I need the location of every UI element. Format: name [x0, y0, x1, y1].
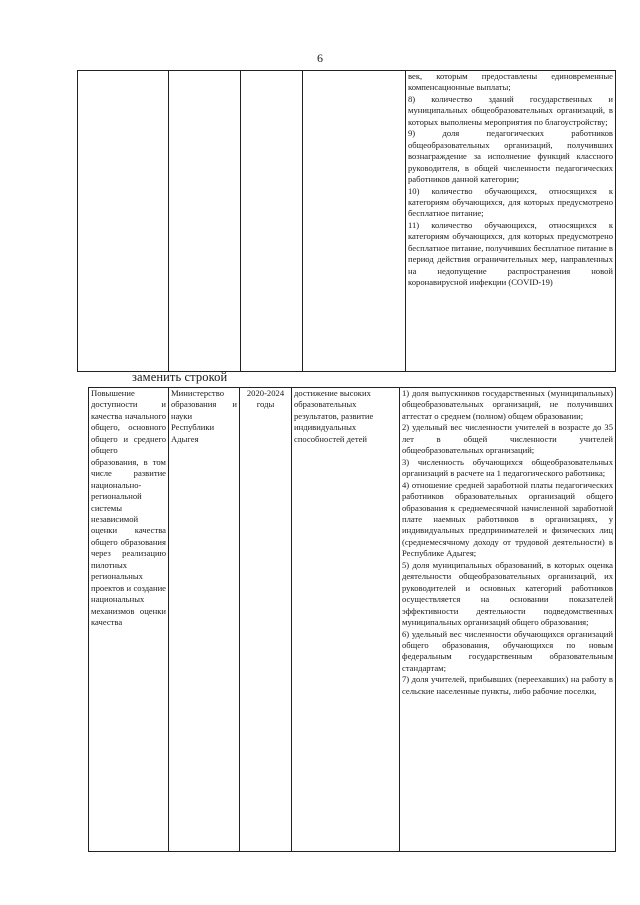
indicator-item: 9) доля педагогических работников общеобразовательных организаций, получивших вознаграждение за исполнение функций классного руководителя, в общей численности педагогических работников данной категории; [408, 128, 613, 185]
period-cell: 2020-2024 годы [240, 388, 292, 852]
result-cell: достижение высоких образовательных результатов, развитие индивидуальных способностей детей [292, 388, 400, 852]
table-row [78, 71, 616, 372]
indicator-item: 10) количество обучающихся, относящихся к категориям обучающихся, для которых предусмотрено бесплатное питание; [408, 185, 613, 219]
program-table-continued [77, 70, 616, 372]
table-row [89, 388, 616, 852]
indicator-item: 4) отношение средней заработной платы педагогических работников образовательных организаций общего образования к среднемесячной начисленной заработной плате наемных работников в организациях, у индивидуальных предпринимателей и физических лиц (среднемесячному доходу от трудовой деятельности) в Республике Адыгея; [402, 479, 613, 559]
indicator-item: 6) удельный вес численности обучающихся организаций общего образования, обучающихся по новым федеральным государственным образовательным стандартам; [402, 628, 613, 673]
replace-note: заменить строкой [132, 370, 228, 384]
name-cell [78, 71, 169, 372]
indicator-item: 1) доля выпускников государственных (муниципальных) общеобразовательных организаций, не получивших аттестат о среднем (полном) общем образовании; [402, 388, 613, 421]
program-table-replacement [88, 387, 616, 852]
result-cell [303, 71, 406, 372]
indicator-item: 7) доля учителей, прибывших (переехавших) на работу в сельские населенные пункты, либо рабочие поселки, [402, 674, 613, 696]
indicator-item: 11) количество обучающихся, относящихся к категориям обучающихся, для которых предусмотрено бесплатное питание, получивших бесплатное питание в период действия ограничительных мер, направленных на недопущение распространения новой коронавирусной инфекции (COVID-19) [408, 219, 613, 288]
indicators-cell [400, 388, 616, 852]
period-cell [241, 71, 303, 372]
indicator-item: 2) удельный вес численности учителей в возрасте до 35 лет в общей численности учителей общеобразовательных организаций; [402, 422, 613, 456]
indicator-item: 5) доля муниципальных образований, в которых оценка деятельности общеобразовательных организаций, их руководителей и основных категорий работников осуществляется на основании показателей эффективности деятельности подведомственных муниципальных организаций общего образования; [402, 559, 613, 628]
page-number: 6 [317, 51, 323, 65]
executor-cell [169, 71, 241, 372]
name-cell: Повышение доступности и качества начального общего, основного общего и среднего общего образования, в том числе развитие национально-региональной системы независимой оценки качества общего образования через реализацию пилотных региональных проектов и создание национальных механизмов оценки качества [89, 388, 169, 852]
indicators-cell [406, 71, 616, 372]
indicator-item: век, которым предоставлены единовременные компенсационные выплаты; [408, 71, 613, 93]
indicator-item: 3) численность обучающихся общеобразовательных организаций в расчете на 1 педагогического работника; [402, 456, 613, 479]
executor-cell: Министерство образования и науки Республики Адыгея [169, 388, 240, 852]
indicator-item: 8) количество зданий государственных и муниципальных общеобразовательных организаций, в которых выполнены мероприятия по благоустройству; [408, 93, 613, 127]
